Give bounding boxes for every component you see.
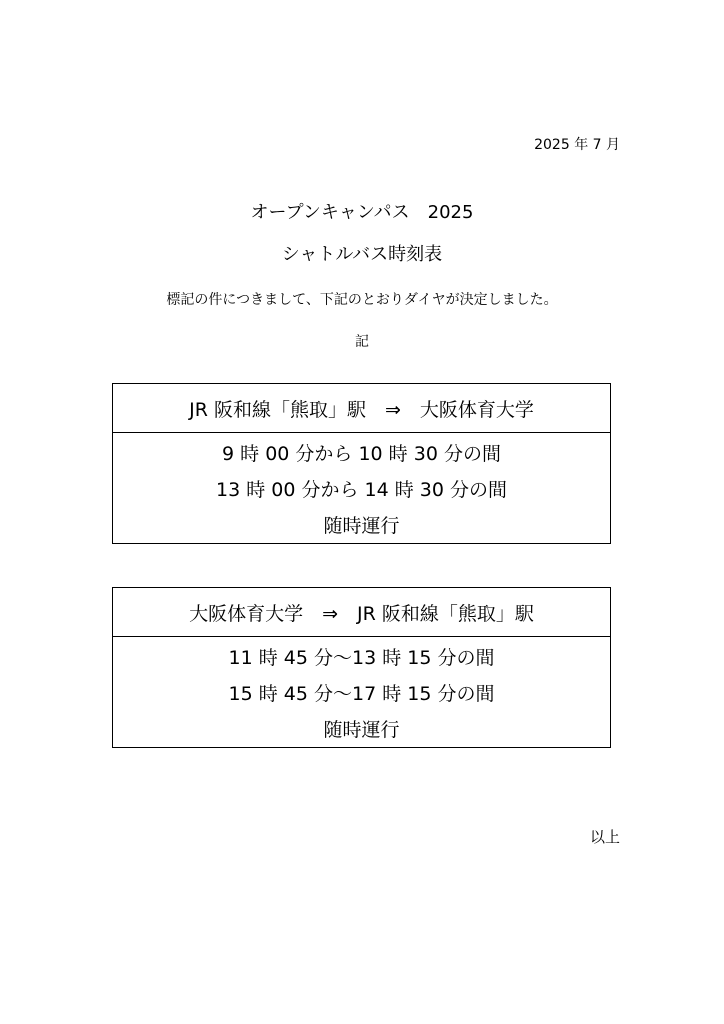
schedule-table-return: [112, 587, 611, 748]
schedule-time-line: 13 時 00 分から 14 時 30 分の間: [216, 479, 507, 501]
schedule-body: [113, 637, 610, 748]
intro-text: 標記の件につきまして、下記のとおりダイヤが決定しました。: [166, 292, 558, 308]
schedule-time-line: 11 時 45 分～13 時 15 分の間: [228, 647, 495, 669]
closing-text: 以上: [589, 828, 620, 846]
schedule-route-header: 大阪体育大学 ⇒ JR 阪和線「熊取」駅: [113, 588, 610, 637]
schedule-route-header: JR 阪和線「熊取」駅 ⇒ 大阪体育大学: [113, 384, 610, 433]
document-date: 2025 年 7 月: [534, 137, 620, 153]
schedule-time-line: 9 時 00 分から 10 時 30 分の間: [222, 443, 501, 465]
ki-heading: 記: [355, 334, 369, 350]
schedule-time-line: 15 時 45 分～17 時 15 分の間: [228, 683, 495, 705]
document-subtitle: シャトルバス時刻表: [281, 244, 443, 265]
schedule-body: [113, 433, 610, 544]
schedule-table-outbound: [112, 383, 611, 544]
schedule-note: 随時運行: [323, 515, 400, 537]
document-title: オープンキャンパス 2025: [250, 202, 474, 223]
schedule-note: 随時運行: [323, 719, 400, 741]
